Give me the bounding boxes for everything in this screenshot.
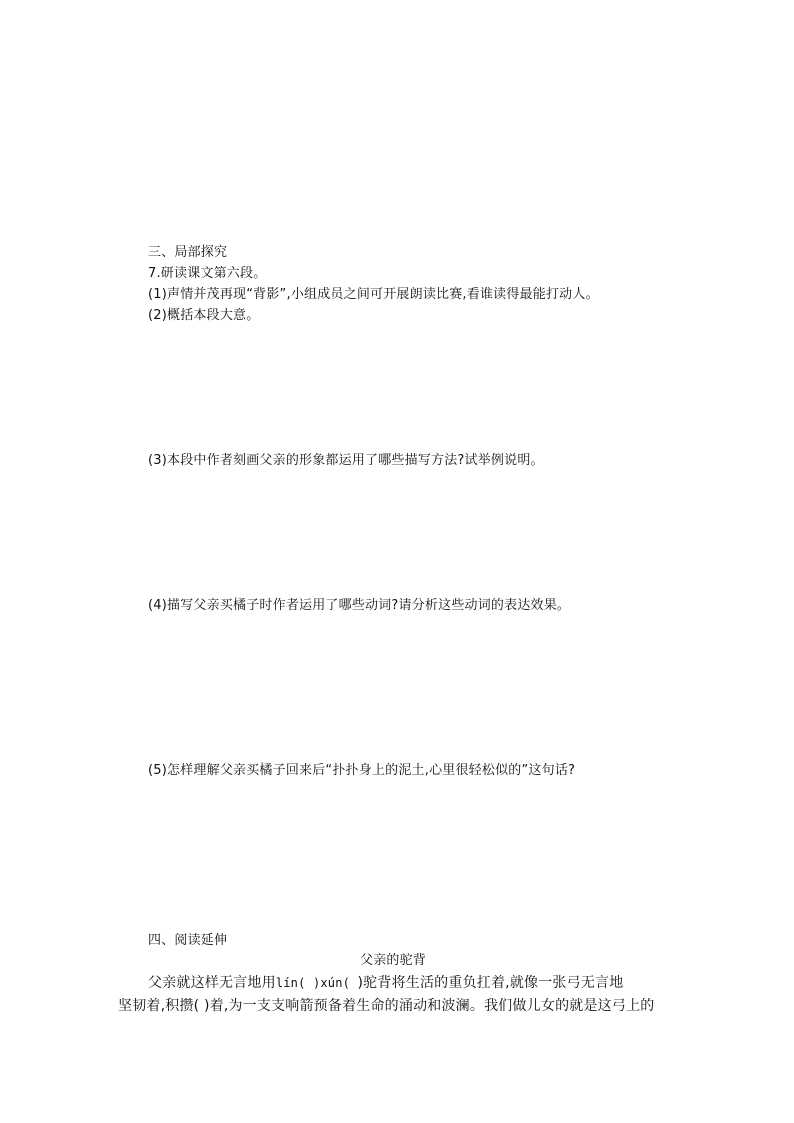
article-line-1-end: )驼背将生活的重负扛着,就像一张弓无言地 [357,975,624,991]
article-title: 父亲的驼背 [360,953,427,968]
blank-1 [306,976,313,990]
pinyin-xun: )xún( [312,976,351,990]
item-7-text: 7.研读课文第六段。 [148,266,267,281]
question-5: (5)怎样理解父亲买橘子回来后“扑扑身上的泥土,心里很轻松似的”这句话? [148,763,576,778]
question-4: (4)描写父亲买橘子时作者运用了哪些动词?请分析这些动词的表达效果。 [148,598,571,613]
question-1: (1)声情并茂再现“背影”,小组成员之间可开展朗读比赛,看谁读得最能打动人。 [148,287,599,302]
blank-2 [350,976,357,990]
section-4-heading: 四、阅读延伸 [148,933,228,948]
article-line-1 [148,972,623,994]
question-3: (3)本段中作者刻画父亲的形象都运用了哪些描写方法?试举例说明。 [148,453,544,468]
article-line-2: 坚韧着,积攒( )着,为一支支响箭预备着生命的涌动和波澜。我们做儿女的就是这弓上的 [118,998,655,1014]
question-2: (2)概括本段大意。 [148,308,260,323]
article-line-1-start: 父亲就这样无言地用 [148,975,276,991]
pinyin-lin: lín( [275,976,306,990]
section-3-heading: 三、局部探究 [148,245,228,260]
